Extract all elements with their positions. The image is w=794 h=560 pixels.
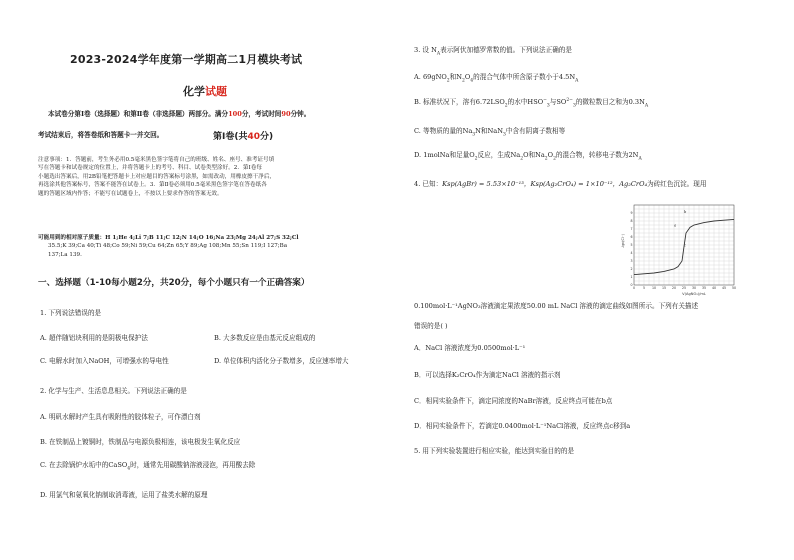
q3-option-b: B. 标准状况下，溶有$6.72LSO_2$的水中$HSO^-_3$与$SO^{2-}_3$的微粒数目之和为$0.3N_A$ <box>414 98 649 109</box>
q4-option-c: C．相同实验条件下，滴定同浓度的NaBr溶液，反应终点可能在b点 <box>414 397 613 405</box>
notes-block: 注意事项：1．答题前，考生务必用0.5毫米黑色签字笔将自己的班级、姓名、座号、准考证号填 写在答题卡和试卷规定的位置上，并将答题卡上的考号、科目、试卷类型涂好。2．第Ⅰ卷每 小题选出答案后，用2B铅笔把答题卡上对应题目的答案标号涂黑，如需改动，用橡皮擦干净后， 再选涂其他答案标号，答案不能答在试卷上。3．第Ⅱ卷必须用0.5毫米黑色签字笔在答卷纸各 题的答题区域内作答；不能写在试题卷上，不按以上要求作答的答案无效。 <box>38 157 276 197</box>
q1-option-b: B. 大多数反应是由基元反应组成的 <box>214 334 316 342</box>
q3-option-c: C. 等物质的量的$Na_3N$和NaN$_3$中含有阴离子数相等 <box>414 127 566 138</box>
atomic-masses: 可能用到的相对原子质量：H 1;He 4;Li 7;B 11;C 12;N 14;O 16;Na 23;Mg 24;Al 27;S 32;Cl 35.5;K 39;Ca 40;Ti 48;Co 59;Ni 59;Cu 64;Zn 65;Y 89;Ag 108;Mn 55;Sn 119;I 127;Ba 137;La 139. <box>38 235 299 258</box>
chart-x-tick: 20 <box>671 286 677 290</box>
q4-option-d: D．相同实验条件下，若滴定0.0400mol·L⁻¹NaCl溶液，反应终点c移到a <box>414 422 631 430</box>
chart-annotation-b: b <box>684 210 687 214</box>
q3-option-d: D. 1molNa和足量$O_2$反应，生成$Na_2O$和$Na_2O_2$的混合物，转移电子数为$2N_A$ <box>414 151 642 162</box>
q5-stem: 5. 用下列实验装置进行相应实验，能达到实验目的的是 <box>414 447 575 455</box>
q3-option-a: A. 69gNO$_2$和$N_2O_4$的混合气体中所含原子数小于$4.5N_A$ <box>414 73 579 84</box>
chart-y-tick: 5 <box>630 243 633 248</box>
chart-x-tick: 0 <box>632 286 636 290</box>
q1-option-a: A. 超伴随铝块利用的是阴极电保护法 <box>40 334 148 342</box>
q4-stem-line-3: 错误的是( ) <box>414 322 448 330</box>
q3-stem: 3. 设 $N_A$表示阿伏加德罗常数的值。下列说法正确的是 <box>414 46 572 57</box>
q4-option-a: A．NaCl 溶液浓度为0.0500mol·L⁻¹ <box>414 344 526 352</box>
chart-annotation-a: a <box>674 223 677 228</box>
chart-x-tick: 35 <box>701 286 707 290</box>
chart-x-tick: 40 <box>711 286 717 290</box>
chart-y-tick: 4 <box>630 251 633 256</box>
q4-option-b: B．可以选择K₂CrO₄作为滴定NaCl 溶液的指示剂 <box>414 371 561 379</box>
chart-xlabel: V(AgNO₃)/mL <box>682 292 706 296</box>
chart-y-tick: 2 <box>630 267 633 272</box>
chart-y-tick: 0 <box>630 283 633 288</box>
subject-title: 化学试题 <box>183 85 227 98</box>
chart-x-tick: 30 <box>691 286 697 290</box>
q1-option-c: C. 电解水时加入NaOH，可增强水的导电性 <box>40 357 169 365</box>
chart-y-tick: 7 <box>630 227 633 232</box>
q2-stem: 2. 化学与生产、生活息息相关。下列说法正确的是 <box>40 387 187 395</box>
exam-title: 2023-2024学年度第一学期高二1月模块考试 <box>70 53 303 66</box>
part-one-heading: 第Ⅰ卷(共40分) <box>213 132 274 142</box>
chart-x-tick: 15 <box>661 286 667 290</box>
titration-chart <box>620 201 738 297</box>
section-one-heading: 一、选择题（1-10每小题2分，共20分，每个小题只有一个正确答案） <box>38 278 310 288</box>
intro-line-1: 本试卷分第Ⅰ卷（选择题）和第Ⅱ卷（非选择题）两部分。满分100分，考试时间90分钟。 <box>48 110 311 118</box>
q2-option-d: D. 用氯气和氨氧化钠制取消毒液，运用了盐类水解的原理 <box>40 491 208 499</box>
q4-stem-line-2: 0.100mol·L⁻¹AgNO₃溶液滴定果浓度50.00 mL NaCl 溶液的滴定曲线如图所示。下列有关描述 <box>414 302 699 310</box>
chart-x-tick: 25 <box>681 286 687 290</box>
chart-x-tick: 50 <box>731 286 737 290</box>
q1-stem: 1. 下列说法错误的是 <box>40 309 102 317</box>
chart-x-tick: 5 <box>642 286 646 290</box>
q2-option-a: A. 明矾水解时产生具有吸附性的胶体粒子，可作漂白剂 <box>40 413 201 421</box>
chart-y-tick: 1 <box>630 275 633 280</box>
q2-option-c: C. 在去除锅炉水垢中的CaSO$_4$时，通常先用碳酸钠溶液浸泡，再用酸去除 <box>40 461 256 472</box>
chart-x-tick: 10 <box>651 286 657 290</box>
chart-ylabel: -lgc(Cl⁻) <box>621 234 625 248</box>
chart-x-tick: 45 <box>721 286 727 290</box>
chart-annotation-c: c <box>684 243 687 248</box>
intro-line-2: 考试结束后，将答卷纸和答题卡一并交回。 <box>38 131 164 139</box>
q2-option-b: B. 在铁制品上镀铜时，铁制品与电源负极相连，该电极发生氧化反应 <box>40 438 241 446</box>
chart-y-tick: 6 <box>630 235 633 240</box>
chart-y-tick: 9 <box>630 211 633 216</box>
chart-y-tick: 3 <box>630 259 633 264</box>
q1-option-d: D. 单位体积内活化分子数增多，反应速率增大 <box>214 357 349 365</box>
chart-y-tick: 8 <box>630 219 633 224</box>
q4-stem-line-1: 4. 已知：Ksp(AgBr) = 5.53×10⁻¹³，Ksp(Ag₂CrO₄) = 1×10⁻¹²，Ag₂CrO₄为砖红色沉淀。现用 <box>414 180 707 188</box>
